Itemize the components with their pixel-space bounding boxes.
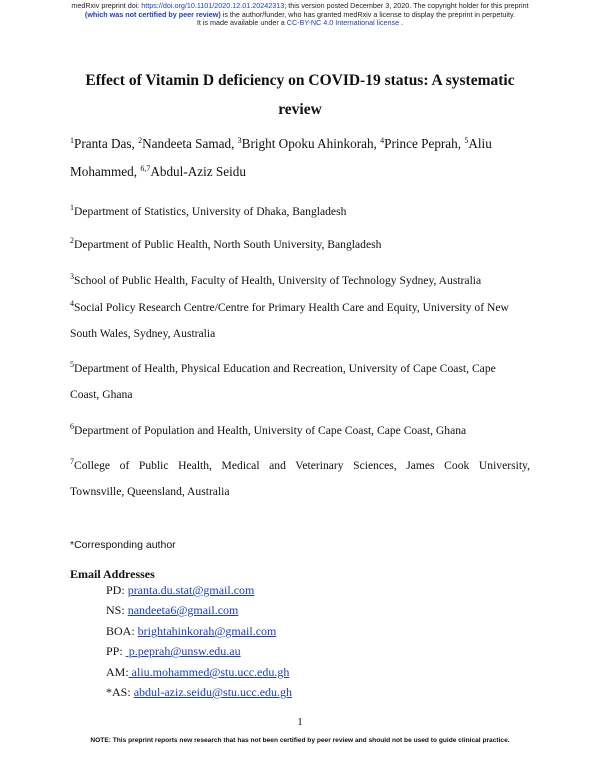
email-link[interactable]: p.peprah@unsw.edu.au bbox=[125, 644, 241, 658]
affiliation-5 bbox=[70, 356, 530, 408]
affiliation-line bbox=[70, 295, 530, 321]
affiliation-marker: 2 bbox=[70, 236, 74, 245]
banner-period: . bbox=[399, 18, 404, 28]
affiliation-text: Department of Statistics, University of Dhaka, Bangladesh bbox=[74, 205, 347, 218]
author-marker: 6,7 bbox=[140, 164, 151, 173]
affiliation-marker: 3 bbox=[70, 272, 74, 281]
banner-available-text: It is made available under a bbox=[196, 18, 287, 28]
doi-link[interactable]: https://doi.org/10.1101/2020.12.01.20242313 bbox=[141, 1, 285, 10]
license-link[interactable]: CC-BY-NC 4.0 International license bbox=[286, 18, 400, 28]
affiliation-line bbox=[70, 356, 530, 382]
author-marker: 5 bbox=[464, 136, 469, 145]
preprint-banner bbox=[0, 2, 600, 28]
email-label: PD: bbox=[106, 583, 128, 597]
email-label: *AS: bbox=[106, 685, 134, 699]
email-row bbox=[106, 624, 276, 638]
footer-note: NOTE: This preprint reports new research that has not been certified by peer review and should not be used to guide clinical practice. bbox=[90, 737, 510, 744]
email-label: AM: bbox=[106, 665, 129, 679]
affiliation-line: Townsville, Queensland, Australia bbox=[70, 485, 230, 498]
affiliation-text: College of Public Health, Medical and Veterinary Sciences, James Cook University, bbox=[74, 459, 530, 472]
affiliation-marker: 6 bbox=[70, 422, 74, 431]
email-link[interactable]: pranta.du.stat@gmail.com bbox=[127, 583, 255, 597]
author-marker: 1 bbox=[70, 136, 74, 145]
email-row bbox=[106, 603, 238, 617]
paper-title bbox=[60, 66, 540, 124]
corresponding-author-note: *Corresponding author bbox=[70, 539, 176, 551]
email-row bbox=[106, 644, 241, 658]
affiliation-text: Department of Population and Health, University of Cape Coast, Cape Coast, Ghana bbox=[74, 424, 467, 437]
email-row bbox=[106, 665, 289, 679]
banner-version-text: ; this version posted December 3, 2020. The copyright holder for this preprint bbox=[284, 1, 529, 10]
email-row bbox=[106, 583, 254, 597]
affiliation-2 bbox=[70, 232, 530, 258]
author-name: Nandeeta Samad, bbox=[142, 136, 238, 151]
title-line-2: review bbox=[278, 101, 322, 118]
author-name: Aliu Mohammed, bbox=[70, 136, 492, 179]
affiliation-4 bbox=[70, 295, 530, 347]
affiliation-3 bbox=[70, 268, 530, 294]
affiliation-line: Coast, Ghana bbox=[70, 388, 133, 401]
affiliation-1 bbox=[70, 199, 530, 225]
author-name: Bright Opoku Ahinkorah, bbox=[241, 136, 381, 151]
author-name: Prince Peprah, bbox=[384, 136, 465, 151]
affiliation-text: School of Public Health, Faculty of Health, University of Technology Sydney, Australia bbox=[74, 274, 482, 287]
author-name: Pranta Das, bbox=[74, 136, 139, 151]
email-label: BOA: bbox=[106, 624, 138, 638]
banner-license-text: is the author/funder, who has granted medRxiv a license to display the preprint in perpetuity. bbox=[220, 9, 516, 19]
affiliation-text: Department of Health, Physical Education and Recreation, University of Cape Coast, Cape bbox=[74, 362, 496, 375]
peer-review-notice: (which was not certified by peer review) bbox=[84, 9, 221, 19]
banner-line-3 bbox=[0, 19, 600, 28]
affiliation-text: Social Policy Research Centre/Centre for Primary Health Care and Equity, University of New bbox=[74, 301, 509, 314]
email-link[interactable]: aliu.mohammed@stu.ucc.edu.gh bbox=[128, 665, 290, 679]
affiliation-line: South Wales, Sydney, Australia bbox=[70, 327, 216, 340]
affiliation-marker: 5 bbox=[70, 360, 74, 369]
affiliation-marker: 1 bbox=[70, 203, 74, 212]
author-marker: 4 bbox=[380, 136, 385, 145]
email-row bbox=[106, 685, 292, 699]
author-list bbox=[70, 130, 540, 186]
affiliation-6 bbox=[70, 418, 530, 444]
affiliation-7 bbox=[70, 453, 530, 505]
email-heading: Email Addresses bbox=[70, 567, 155, 581]
email-link[interactable]: brightahinkorah@gmail.com bbox=[137, 624, 277, 638]
banner-doi-prefix: medRxiv preprint doi: bbox=[71, 1, 142, 10]
page-number: 1 bbox=[297, 716, 303, 728]
affiliation-text: Department of Public Health, North South University, Bangladesh bbox=[74, 238, 382, 251]
email-link[interactable]: abdul-aziz.seidu@stu.ucc.edu.gh bbox=[133, 685, 293, 699]
author-name: Abdul-Aziz Seidu bbox=[150, 164, 246, 179]
affiliation-marker: 7 bbox=[70, 457, 74, 466]
author-marker: 2 bbox=[138, 136, 143, 145]
affiliation-line bbox=[70, 453, 530, 479]
title-line-1: Effect of Vitamin D deficiency on COVID-19 status: A systematic bbox=[85, 72, 515, 89]
email-label: NS: bbox=[106, 603, 128, 617]
affiliation-marker: 4 bbox=[70, 299, 74, 308]
email-link[interactable]: nandeeta6@gmail.com bbox=[127, 603, 239, 617]
author-marker: 3 bbox=[237, 136, 242, 145]
email-label: PP: bbox=[106, 644, 126, 658]
